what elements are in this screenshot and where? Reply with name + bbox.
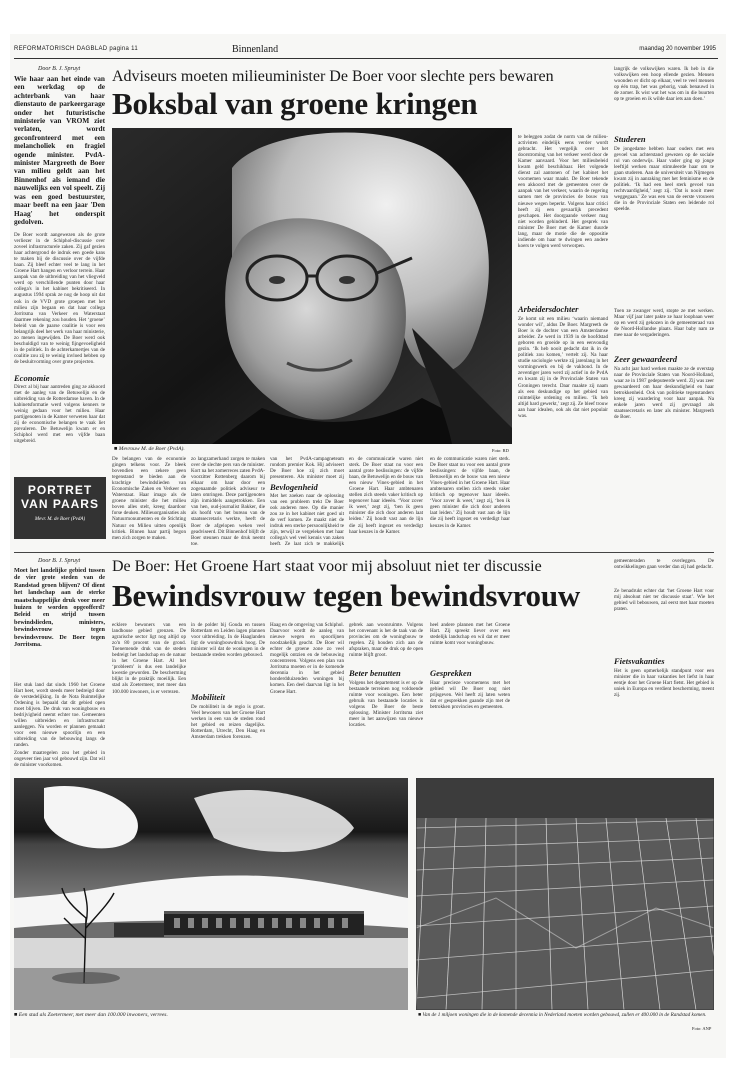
article2-body-col6: heel andere plannen met het Groene Hart. Zij spreekt liever over een stedelijk landschap en wil dat er meer ruimte komt voor woningbouw. xyxy=(430,622,510,647)
article1-body-col5: en de communicatie waren niet sterk. De Boer staat nu voor een aantal grote beslissingen: de vijfde baan, de Betuwelijn en de bouw van een nieuw Vinex-gebied in het Groene Hart. Haar ambtenaren stellen zich steeds vaker kritisch op tegenover haar ideeën. ‘Voor zover ik weet,’ zegt zij, ‘ben ik geen minister die zich door anderen laat leiden.’ Zij houdt vast aan de lijn die zij heeft ingezet en verdedigt haar keuzes in de Kamer. xyxy=(349,456,423,535)
article1-photo-caption xyxy=(114,446,185,452)
greenhouse-photo-image xyxy=(416,778,714,1010)
zoetermeer-photo-caption-text: Een stad als Zoetermeer, met meer dan 100.000 inwoners, verrees. xyxy=(18,1012,168,1018)
masthead-section: Binnenland xyxy=(232,44,279,55)
article1-body-col6b: Ze komt uit een milieu ‘waarin niemand wonder wil’, aldus De Boer. Margreeth de Boer is de dochter van een Amsterdamse arbeider. Ze werd in 1939 in de hoofdstad geboren en groeide op in een eenvoudig gezin. ‘Ik heb nooit gedacht dat ik in de politiek zou komen,’ vertelt zij. Na haar studie sociologie werkte zij jarenlang in het vormingswerk en bij de vakbond. In de zeventiger jaren werd zij actief in de PvdA en kwam zij in de Provinciale Staten van Groningen terecht. Daar maakte zij naam als een deskundige op het gebied van ruimtelijke ordening en milieu. ‘Ik heb altijd hard gewerkt,’ zegt zij. Ze bleef trouw aan haar idealen, ook als dat niet populair was. xyxy=(518,316,608,419)
section-divider xyxy=(14,552,714,553)
article2-kicker: De Boer: Het Groene Hart staat voor mij absoluut niet ter discussie xyxy=(112,558,542,575)
greenhouse-photo xyxy=(416,778,714,1010)
article1-body-col2: De belangen van de economie gingen telkens voor. Ze bleek bovendien een zekere geen tegenstand te bieden aan de krachtige bewindslieden van Economische Zaken en Verkeer en Waterstaat. Haar imago als de groene minister die het milieu boven alles stelt, kreeg daardoor forse deuken. Milieuorganisaties als Natuurmonumenten en de Stichting Natuur en Milieu uitten openlijk kritiek. Binnen haar partij begon men zich zorgen te maken. xyxy=(112,456,186,541)
article2-body-col6b: Haar precieze voornemens met het gebied wil De Boer nog niet prijsgeven. Wel heeft zij laten weten dat er gesprekken gaande zijn met de betrokken provincies en gemeenten. xyxy=(430,680,510,711)
masthead-paper-name: REFORMATORISCH DAGBLAD pagina 11 xyxy=(14,46,138,52)
article2-body-col3: in de polder bij Gouda en tussen Rotterdam en Leiden lagen plannen voor uitbreiding. In de Haaglanden ligt de woningbouwdruk hoog. De minister wil dat de woningen in de bestaande steden worden gebouwd. xyxy=(191,622,265,659)
article1-subhead-economie: Economie xyxy=(14,373,50,383)
article1-subhead-bevlogenheid: Bevlogenheid xyxy=(270,482,318,492)
article2-body-col2: ecklere bewoners van een landhouse gebied grenzen. De agrarische sector ligt nog altijd op zo'n 80 procent van de grond. Toenemende druk van de steden bedreigt het landschap en de natuur in het Groene Hart. Al het ‘probleem’ is dus een landelijke kwestie geworden. De bescherming blijkt in de praktijk moeilijk. Een stad als Zoetermeer, met meer dan 100.000 inwoners, is er verrezen. xyxy=(112,622,186,695)
article1-body-col4b: Met het zoeken naar de oplossing van een probleem trekt De Boer ook anderen mee. Op die manier zou ze in het kabinet niet goed uit de verf komen. Ze maakt niet de indruk een sterke persoonlijkheid te zijn, terwijl ze vergeleken met haar collega's wel veel kennis van zaken heeft. Ze laat zich te makkelijk xyxy=(270,493,344,546)
zoetermeer-photo-caption xyxy=(14,1012,168,1018)
article1-subhead-arbeidsdochter: Arbeidersdochter xyxy=(518,304,579,314)
article1-body-col1b: Direct al bij haar aantreden ging ze akkoord met de aanleg van de Betuwelijn en de uitbreiding van de Rotterdamse haven. In de kabinetsformatie werd volgens kenners te weinig gedaan voor het milieu. Haar partijgenoten in de Kamer verweten haar dat zij de economische belangen te vaak liet prevaleren. De Betuwelijn kwam er en Schiphol werd met een vijfde baan uitgebreid. xyxy=(14,384,105,445)
portrait-photo-image xyxy=(112,128,512,444)
caption-marker-icon: ■ xyxy=(114,446,119,452)
masthead xyxy=(14,44,718,59)
article2-body-col1b: Zonder maatregelen zou het gebied in ongeveer tien jaar vol gebouwd zijn. Dat wil de minister voorkomen. xyxy=(14,750,105,769)
article1-body-col4: van het PvdA-campagneteam rondom premier Kok. Hij adviseert De Boer hoe zij zich moet presenteren. Als minister moet zij xyxy=(270,456,344,480)
article1-headline: Boksbal van groene kringen xyxy=(112,86,478,121)
article1-photo-credit: Foto: RD xyxy=(492,448,509,453)
zoetermeer-photo xyxy=(14,778,408,1010)
article1-body-col7b: De jongedame hebben haar ouders met een gevoel van achterstand gewezen op de sociale rol van onderwijs. Haar vader ging op jonge leeftijd werken maar stimuleerde haar om te gaan studeren. Aan de universiteit van Nijmegen kwam zij in aanraking met het feminisme en de politiek. ‘Ik had een heel sterk gevoel van rechtvaardigheid,’ zegt zij. ‘Dat is nooit meer weggegaan.’ Ze was een van de eerste vrouwen die in de Provinciale Staten een leidende rol speelde. xyxy=(614,146,714,213)
article2-body-col7: gemeenteraden te overleggen. De ontwikkelingen gaan verder dan zij had gedacht. xyxy=(614,558,714,571)
article1-lead: Wie haar aan het einde van een werkdag op de achterbank van haar dienstauto de parkeergarage onder het futuristische ministerie van VROM ziet verlaten, wordt geconfronteerd met een melancholiek en fragiel ogende minister. PvdA-minister Margreeth de Boer van milieu geldt aan het Binnenhof als iemand die nauwelijks een vol speelt. Zij was een goed bestuurster, maar beeft na een jaar 'Den Haag' het onderspit gedolven. xyxy=(14,74,105,226)
article2-byline: Door B. J. Spruyt xyxy=(38,558,81,564)
article1-subhead-zeer-gewaardeerd: Zeer gewaardeerd xyxy=(614,354,678,364)
article2-subhead-fietsvakanties: Fietsvakanties xyxy=(614,656,665,666)
badge-line2: VAN PAARS xyxy=(21,497,99,511)
article1-body-col6: te beleggen zodat de norm van de milieu-activisten eindelijk eens verder wordt gebracht. Het vergelijk over het doorstroming van het verkeer werd door de Kamer aanvaard. Voor het milieubeleid kwam geld beschikbaar. Het volgende dienst zal aantonen of het kabinet het voornemen waar maakt. De Boer tekende een akkoord met de gemeenten over de aanpak van het verkeer, waarin de regering samen met de provincies de bouw van nieuwe wegen beperkt. Volgens haar critici heeft zij een gevaarlijk precedent geschapen. Het doorgaande verkeer mag niet worden gehinderd. Het gesprek van minister De Boer met de Kamer duurde lang, maar de motie die de oppositie indiende om haar te dwingen een andere koers te volgen werd verworpen. xyxy=(518,134,608,249)
article1-subhead-studeren: Studeren xyxy=(614,134,646,144)
masthead-date: maandag 20 november 1995 xyxy=(639,46,716,52)
article2-subhead-gesprekken: Gesprekken xyxy=(430,668,472,678)
article1-body-col7c: Toen ze zwanger werd, stopte ze met werken. Maar vijf jaar later pakte ze haar loopbaan weer op en werd zij gekozen in de gemeenteraad van de Noord-Hollandse plaats. Haar baby nam ze mee naar de vergaderingen. xyxy=(614,308,714,339)
caption-marker-icon: ■ xyxy=(418,1012,423,1018)
article1-body-col3: zo langzamerhand zorgen te maken over de slechte pers van de minister. Kort na het zomerreces zaten PvdA-voorzitter Rottenberg daarom bij elkaar om haar door een zogenaamde politiek adviseur te laten omringen. Deze partijgenoten zijn inmiddels aangetrokken. Een van hen, oud-journalist Bakker, die als hoofd van het bureau van de staatssecretaris werkte, heeft de Boer de afgelopen weken veel geadviseerd. Dit Binnenhof blijft de Boer steunen maar de druk neemt toe. xyxy=(191,456,265,546)
article2-subhead-beter-benutten: Beter benutten xyxy=(349,668,401,678)
article1-body-col7d: Na acht jaar hard werken maakte ze de overstap naar de Provinciale Staten van Noord-Holland, waar ze in 1987 gedeputeerde werd. Zij was zeer gewaardeerd om haar deskundigheid en haar betrokkenheid. Ook van politieke tegenstanders kreeg zij waardering voor haar aanpak. Na enkele jaren werd zij gevraagd als staatssecretaris en later als minister. Margreeth de Boer. xyxy=(614,366,714,421)
article2-subhead-mobiliteit: Mobiliteit xyxy=(191,692,225,702)
article2-body-col4: Haag en de omgeving van Schiphol. Daarvoor wordt de aanleg van nieuwe wegen en spoorlijnen noodzakelijk geacht. De Boer wil echter de groene zone zo veel mogelijk ontzien en de bebouwing concentreren. Volgens een plan van Jorritsma moeten er in de komende decennia in het gebied honderdduizenden woningen bij komen. Een deel daarvan ligt in het Groene Hart. xyxy=(270,622,344,695)
article1-body-col5-cont: en de communicatie waren niet sterk. De Boer staat nu voor een aantal grote beslissingen: de vijfde baan, de Betuwelijn en de bouw van een nieuw Vinex-gebied in het Groene Hart. Haar ambtenaren stellen zich steeds vaker kritisch op tegenover haar ideeën. ‘Voor zover ik weet,’ zegt zij, ‘ben ik geen minister die zich door anderen laat leiden.’ Zij houdt vast aan de lijn die zij heeft ingezet en verdedigt haar keuzes in de Kamer. xyxy=(430,456,510,529)
article2-body-col5b: Volgens het departement is er op de bestaande terreinen nog voldoende ruimte voor woningen. Een beter gebruik van bestaande locaties is volgens De Boer de beste oplossing. Minister Jorritsma ziet meer in het aanwijzen van nieuwe locaties. xyxy=(349,680,423,729)
article1-body-col1: De Boer wordt aangewezen als de grote verliezer in de Schiphol-discussie over zoveel infrastructurele zaken. Zij gaf gezien haar achtergrond de indruk een goede kans te maken bij de discussie over de vijfde baan. Zij bleef echter veel te lang in het Groene Hart hangen en verloor terrein. Haar aanpak van de uitbreiding van het vliegveld werd op verschillende punten door haar collega's in het kabinet bekritiseerd. In augustus 1994 sprak ze nog de hoop uit dat ook in de VVD grote groepen met het milieu zijn begaan en dat haar collega Jorritsma van Verkeer en Waterstaat daarmee rekening zou houden. Het ‘groene’ beleid van de paarse coalitie is voor een belangrijk deel het werk van haar ministerie, zo menen ingewijden. De Boer werd ook beschuldigd van te weinig fijngevoeligheid in de politiek. In de achterkamertjes van de coalitie zou zij te weinig invloed hebben op de besluitvorming over grote projecten. xyxy=(14,232,105,365)
article2-body-col7b: Ze benadrukt echter dat ‘het Groene Hart voor mij absoluut niet ter discussie staat’. Wie het gebied wil bebouwen, zal eerst met haar moeten praten. xyxy=(614,588,714,613)
greenhouse-photo-caption xyxy=(418,1012,712,1018)
zoetermeer-photo-image xyxy=(14,778,408,1010)
article2-headline: Bewindsvrouw tegen bewindsvrouw xyxy=(112,578,581,613)
article1-byline: Door B. J. Spruyt xyxy=(38,66,81,72)
greenhouse-photo-credit: Foto: ANP xyxy=(692,1026,712,1031)
portret-van-paars-badge xyxy=(14,477,106,539)
portrait-photo xyxy=(112,128,512,444)
badge-line3: Mevr. M. de Boer (PvdA) xyxy=(34,517,86,522)
article1-body-col7: langrijk de volkswijken waren. Ik heb in die volkswijken een hoop ellende gezien. Mensen woonden er dicht op elkaar, veel te veel mensen op één trap, het was gehorig, vaak benauwd in de zomer. Ik wist wat het was om in die buurten op te groeien en ik wilde daar iets aan doen.’ xyxy=(614,66,714,103)
article2-lead: Moet het landelijke gebied tussen de vier grote steden van de Randstad groen blijven? Of dient het landschap aan de sterke maatschappelijke druk voor meer huizen te worden opgeofferd? Beleid en strijd tussen bewindslieden, ministers, bewindsvrouw tegen bewindsvrouw. De Boer tegen Jorritsma. xyxy=(14,567,105,649)
article2-body-col3b: De mobiliteit in de regio is groot. Veel bewoners van het Groene Hart werken in een van de steden rond het gebied en reizen dagelijks. Rotterdam, Utrecht, Den Haag en Amsterdam trekken forenzen. xyxy=(191,704,265,741)
article1-kicker: Adviseurs moeten milieuminister De Boer voor slechte pers bewaren xyxy=(112,68,554,85)
article2-body-col5: gebrek aan woonruimte. Volgens het convenant is het de taak van de provincies om de woningbouw te regelen. Zij houden zich aan de afspraken, maar de druk op de open ruimte blijft groot. xyxy=(349,622,423,659)
article2-body-col7c: Het is geen opmerkelijk standpunt voor een minister die in haar vakanties het liefst in haar eentje door het Groene Hart fietst. Het gebied is uniek in Europa en verdient bescherming, meent zij. xyxy=(614,668,714,699)
caption-marker-icon: ■ xyxy=(14,1012,19,1018)
greenhouse-photo-caption-text: Van de 1 miljoen woningen die in de komende decennia in Nederland moeten worden gebouwd, zullen er 400.000 in de Randstad komen. xyxy=(422,1012,707,1018)
badge-line1: PORTRET xyxy=(27,483,93,497)
article1-photo-caption-text: Mevrouw M. de Boer (PvdA). xyxy=(118,446,185,452)
article2-body-col1: Het stuk land dat sinds 1960 het Groene Hart heet, wordt steeds meer bedreigd door de verstedelijking. In de Nota Ruimtelijke Ordening is bepaald dat dit gebied open moet blijven. De druk van woningbouw en bedrijvigheid neemt echter toe. Gemeenten willen uitbreiden en infrastructuur aanleggen. Nu worden er plannen gemaakt voor een nieuwe spoorlijn en een uitbreiding van de bebouwing langs de randen. xyxy=(14,682,105,748)
